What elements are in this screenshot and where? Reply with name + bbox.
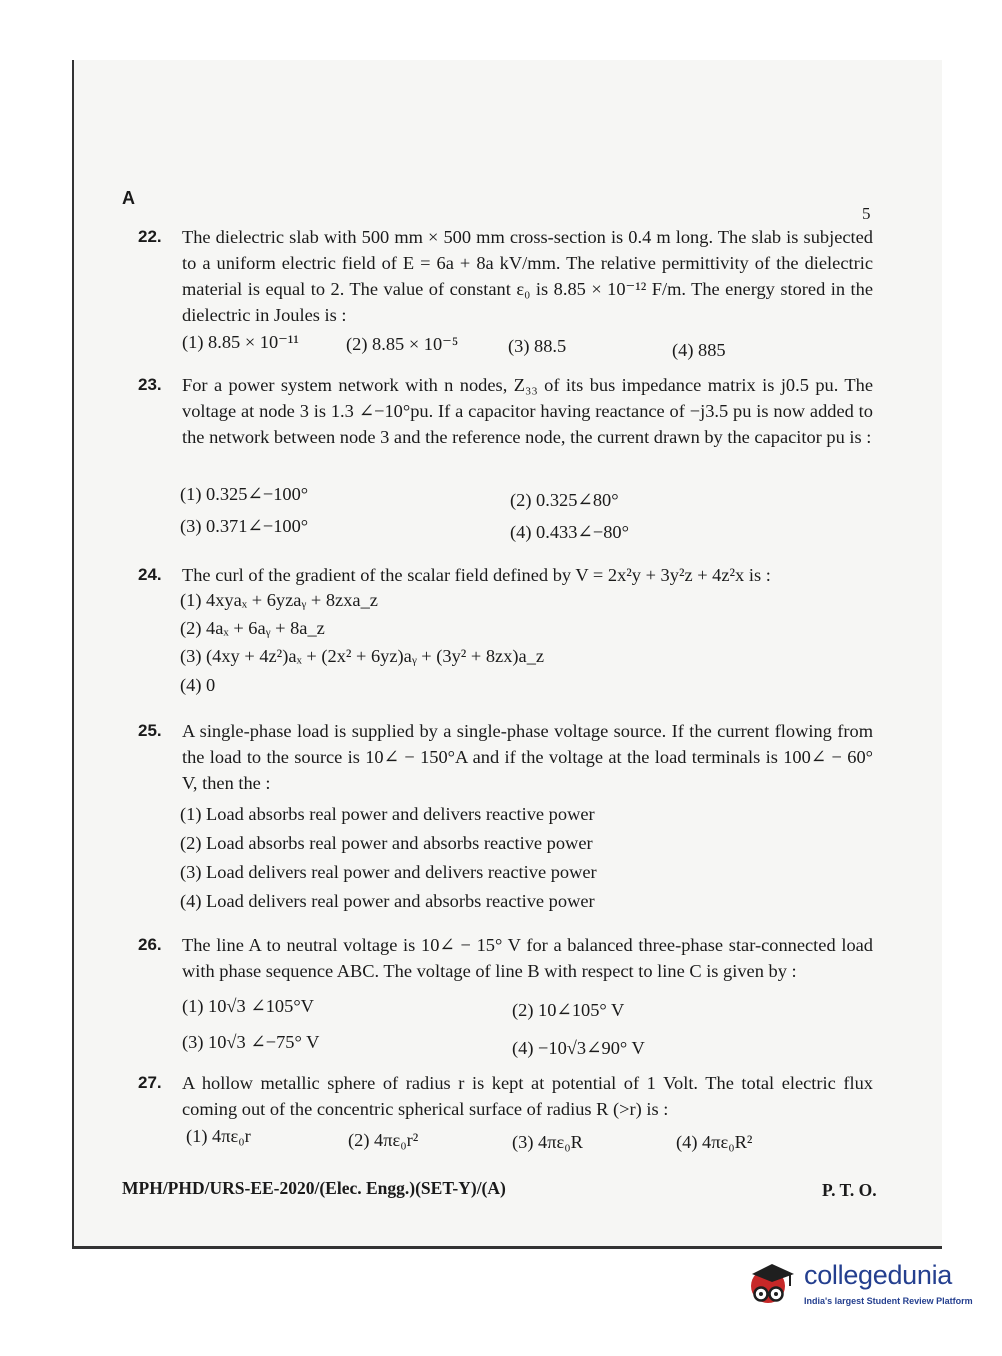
option-4: (4) 4πε₀R²	[676, 1132, 753, 1152]
question-number: 25.	[138, 721, 162, 740]
question-text: The line A to neutral voltage is 10∠ − 15° V for a balanced three-phase star-connected load with phase sequence ABC. The voltage of line B with respect to line C is given by :	[182, 935, 873, 981]
question-26	[138, 932, 873, 984]
question-24	[138, 562, 873, 588]
question-25	[138, 718, 873, 796]
logo-tagline: India's largest Student Review Platform	[804, 1296, 973, 1306]
question-text: A hollow metallic sphere of radius r is kept at potential of 1 Volt. The total electric flux coming out of the concentric spherical surface of radius R (>r) is :	[182, 1073, 873, 1119]
question-text: For a power system network with n nodes, Z₃₃ of its bus impedance matrix is j0.5 pu. The voltage at node 3 is 1.3 ∠−10°pu. If a capacitor having reactance of −j3.5 pu is now added to the network between node 3 and the reference node, the current drawn by the capacitor pu is :	[182, 375, 873, 447]
option-3: (3) 10√3 ∠−75° V	[182, 1032, 320, 1052]
option-3: (3) (4xy + 4z²)aₓ + (2x² + 6yz)aᵧ + (3y² + 8zx)a_z	[180, 646, 545, 666]
logo-wordmark: collegedunia	[804, 1260, 953, 1290]
option-3: (3) 88.5	[508, 336, 567, 356]
question-27	[138, 1070, 873, 1122]
option-3: (3) Load delivers real power and delivers reactive power	[180, 862, 597, 882]
option-2: (2) 4aₓ + 6aᵧ + 8a_z	[180, 618, 325, 638]
question-number: 26.	[138, 935, 162, 954]
option-1: (1) 10√3 ∠105°V	[182, 996, 314, 1016]
option-3: (3) 0.371∠−100°	[180, 516, 309, 536]
question-22	[138, 224, 873, 328]
option-2: (2) 4πε₀r²	[348, 1130, 419, 1150]
page-number: 5	[862, 204, 871, 223]
mascot-icon	[742, 1256, 802, 1316]
question-text: The curl of the gradient of the scalar field defined by V = 2x²y + 3y²z + 4z²x is :	[182, 565, 771, 585]
option-4: (4) 885	[672, 340, 726, 360]
pto-label: P. T. O.	[822, 1180, 877, 1200]
option-4: (4) −10√3∠90° V	[512, 1038, 645, 1058]
option-1: (1) Load absorbs real power and delivers reactive power	[180, 804, 595, 824]
question-text: A single-phase load is supplied by a single-phase voltage source. If the current flowing from the load to the source is 10∠ − 150°A and if the voltage at the load terminals is 100∠ − 60° V, then the :	[182, 721, 873, 793]
option-4: (4) Load delivers real power and absorbs reactive power	[180, 891, 595, 911]
option-2: (2) 8.85 × 10⁻⁵	[346, 334, 459, 354]
question-number: 24.	[138, 565, 162, 584]
collegedunia-logo	[742, 1256, 982, 1316]
option-4: (4) 0.433∠−80°	[510, 522, 629, 542]
option-4: (4) 0	[180, 675, 216, 695]
question-number: 22.	[138, 227, 162, 246]
option-1: (1) 0.325∠−100°	[180, 484, 309, 504]
option-2: (2) 0.325∠80°	[510, 490, 619, 510]
paper-code: MPH/PHD/URS-EE-2020/(Elec. Engg.)(SET-Y)/(A)	[122, 1178, 506, 1198]
option-1: (1) 4πε₀r	[186, 1126, 251, 1146]
option-1: (1) 4xyaₓ + 6yzaᵧ + 8zxa_z	[180, 590, 378, 610]
question-number: 27.	[138, 1073, 162, 1092]
set-label: A	[122, 188, 135, 208]
option-1: (1) 8.85 × 10⁻¹¹	[182, 332, 299, 352]
question-text: The dielectric slab with 500 mm × 500 mm cross-section is 0.4 m long. The slab is subjected to a uniform electric field of E = 6a + 8a kV/mm. The relative permittivity of the dielectric material is equal to 2. The value of constant ε₀ is 8.85 × 10⁻¹² F/m. The energy stored in the dielectric in Joules is :	[182, 227, 873, 325]
option-3: (3) 4πε₀R	[512, 1132, 583, 1152]
option-2: (2) 10∠105° V	[512, 1000, 625, 1020]
option-2: (2) Load absorbs real power and absorbs reactive power	[180, 833, 593, 853]
question-number: 23.	[138, 375, 162, 394]
question-23	[138, 372, 873, 450]
